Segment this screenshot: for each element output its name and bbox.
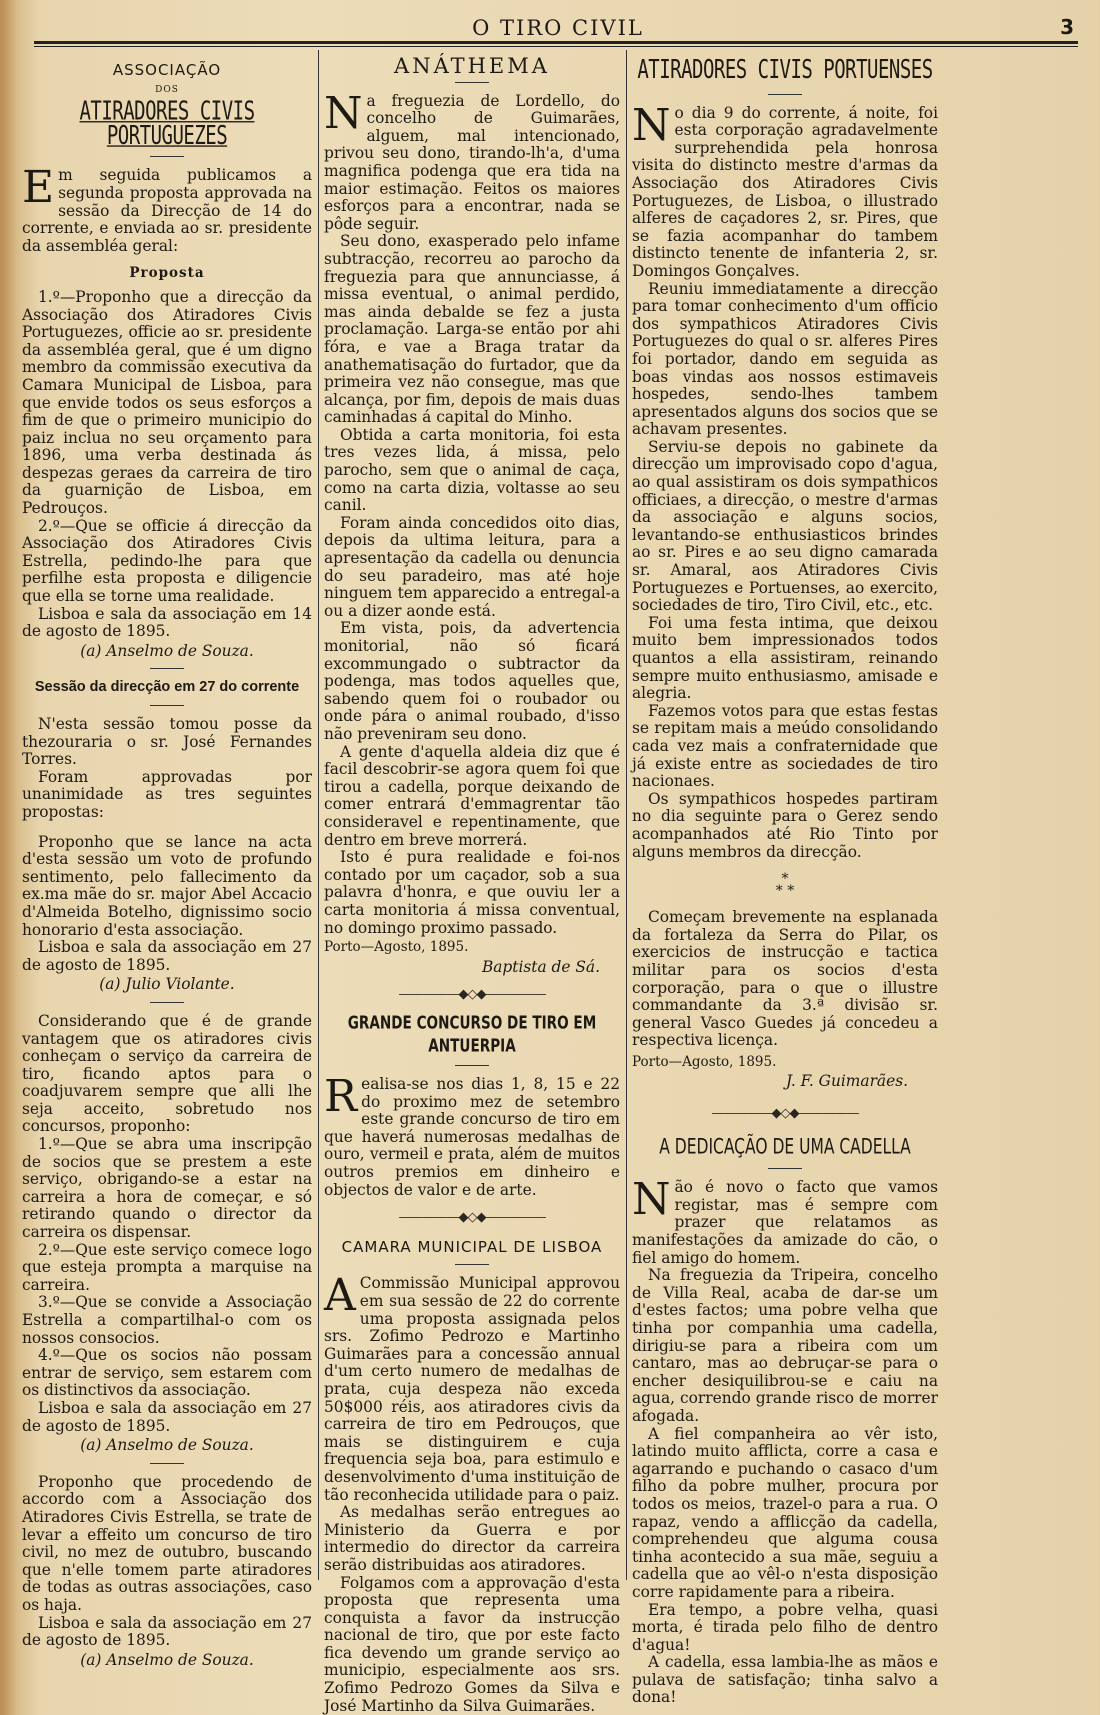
divider (150, 1463, 184, 1464)
paragraph: N'esta sessão tomou posse da thezouraria o sr. José Fernandes Torres. (22, 716, 312, 769)
divider (150, 1002, 184, 1003)
masthead (34, 12, 1082, 42)
proposta-heading: Proposta (22, 265, 312, 283)
paragraph: 2.º—Que este serviço comece logo que esteja prompta a marquise na carreira. (22, 1242, 312, 1295)
paragraph: Proponho que procedendo de accordo com a Associação dos Atiradores Civis Estrella, se trate de levar a effeito um concurso de tiro civil, no mez de outubro, buscando que n'elle tomem parte atiradores de todas as outras associações, caso os haja. (22, 1474, 312, 1615)
drop-cap: N (324, 95, 363, 133)
divider (768, 94, 802, 95)
paragraph: No dia 9 do corrente, á noite, foi esta corporação agradavelmente surprehendida pela honrosa visita do distincto mestre d'armas da Associação dos Atiradores Civis Portuguezes, de Lisboa, o illustrado alferes de caçadores 2, sr. Pires, que se fazia acompanhar do tambem distincto tenente de infanteria 2, sr. Domingos Gonçalves. (632, 105, 938, 281)
paragraph: 3.º—Que se convide a Associação Estrella a compartilhal-o com os nossos consocios. (22, 1294, 312, 1347)
paragraph: Era tempo, a pobre velha, quasi morta, é tirada pelo filho de dentro d'agua! (632, 1602, 938, 1655)
signature: (a) Julio Violante. (22, 976, 312, 994)
paragraph: 1.º—Proponho que a direcção da Associação dos Atiradores Civis Portuguezes, officie ao sr. presidente da assembléa geral, que é um digno membro da commissão executiva da Camara Municipal de Lisboa, para que envide todos os seus esforços a fim de que o primeiro municipio do paiz inclua no seu orçamento para 1896, uma verba destinada ás despezas geraes da carreira de tiro da guarnição de Lisboa, em Pedrouços. (22, 289, 312, 518)
column-2 (324, 52, 620, 1582)
paragraph: Foram approvadas por unanimidade as tres seguintes propostas: (22, 769, 312, 822)
signature: J. F. Guimarães. (632, 1073, 938, 1091)
column-1 (22, 52, 312, 1582)
paragraph: 2.º—Que se officie á direcção da Associação dos Atiradores Civis Estrella, pedindo-lhe para que perfilhe esta proposta e diligencie que ella se torne uma realidade. (22, 518, 312, 606)
paragraph: Isto é pura realidade e foi-nos contado por um caçador, sob a sua palavra d'honra, e que ouviu ler a carta monitoria á missa conventual, no domingo proximo passado. (324, 849, 620, 937)
section-title: CAMARA MUNICIPAL DE LISBOA (324, 1239, 620, 1257)
paragraph: Reuniu immediatamente a direcção para tomar conhecimento d'um officio dos sympathicos Atiradores Civis Portuguezes do qual o sr. alferes Pires foi portador, dando em seguida as boas vindas aos nossos estimaveis hospedes, sendo-lhes tambem apresentados alguns dos socios que se achavam presentes. (632, 281, 938, 439)
divider (150, 705, 184, 706)
section-title: ATIRADORES CIVIS PORTUENSES (632, 59, 938, 83)
drop-cap: N (632, 107, 671, 145)
paragraph: Folgamos com a approvação d'esta proposta que representa uma conquista a favor da instrucção nacional de tiro, que por este facto fica devendo um grande serviço ao municipio, especialmente aos srs. Zofimo Pedrozo Gomes da Silva e José Martinho da Silva Guimarães. (324, 1575, 620, 1715)
ornament-divider: —————◆◇◆————— (324, 986, 620, 1004)
paragraph: As medalhas serão entregues ao Ministerio da Guerra e por intermedio do director da carreira serão distribuidas aos atiradores. (324, 1504, 620, 1574)
paragraph: Os sympathicos hospedes partiram no dia seguinte para o Gerez sendo acompanhados até Rio Tinto por alguns membros da direcção. (632, 791, 938, 861)
signature: (a) Anselmo de Souza. (22, 1652, 312, 1670)
paragraph: Lisboa e sala da associação em 27 de agosto de 1895. (22, 1400, 312, 1435)
signature: (a) Anselmo de Souza. (22, 1437, 312, 1455)
paragraph: A cadella, essa lambia-lhe as mãos e pulava de satisfação; tinha salvo a dona! (632, 1654, 938, 1707)
paragraph: Obtida a carta monitoria, foi esta tres vezes lida, á missa, pelo parocho, sem que o animal de caça, como na carta dizia, voltasse ao seu canil. (324, 427, 620, 515)
paragraph: Não é novo o facto que vamos registar, mas é sempre com prazer que relatamos as manifestações da amizade do cão, o fiel amigo do homem. (632, 1179, 938, 1267)
page-number: 3 (1060, 15, 1074, 39)
drop-cap: A (324, 1277, 356, 1315)
masthead-rule (34, 41, 1078, 44)
paragraph: Seu dono, exasperado pelo infame subtracção, recorreu ao parocho da freguezia para que annunciasse, á missa eventual, o animal perdido, mas ainda debalde se fez a justa proclamação. Larga-se então por ahi fóra, e vae a Braga tratar da anathematisação do furtador, que da primeira vez não consegue, mas que alcança, por fim, depois de mais duas caminhadas á capital do Minho. (324, 233, 620, 427)
paragraph: Lisboa e sala da associação em 27 de agosto de 1895. (22, 939, 312, 974)
section-title: ATIRADORES CIVIS PORTUGUEZES (22, 101, 312, 149)
section-heading: ASSOCIAÇÃO (22, 62, 312, 80)
masthead-title: O TIRO CIVIL (34, 16, 1082, 40)
paragraph: A Commissão Municipal approvou em sua sessão de 22 do corrente uma proposta assignada pelos srs. Zofimo Pedrozo e Martinho Guimarães para a concessão annual d'um certo numero de medalhas de prata, cuja despeza não exceda 50$000 réis, aos atiradores civis da carreira de tiro em Pedrouços, que mais se distinguirem e cuja frequencia seja boa, para estimulo e desenvolvimento d'uma instituição de tão reconhecida utilidade para o paiz. (324, 1275, 620, 1504)
column-divider (626, 50, 627, 1580)
drop-cap: R (324, 1078, 357, 1116)
masthead-rule-thin (34, 46, 1078, 47)
paragraph: 4.º—Que os socios não possam entrar de serviço, sem estarem com os distinctivos da associação. (22, 1347, 312, 1400)
paragraph: Lisboa e sala da associação em 27 de agosto de 1895. (22, 1615, 312, 1650)
section-title: ANÁTHEMA (324, 58, 620, 76)
column-3 (632, 52, 938, 1582)
paragraph: A fiel companheira ao vêr isto, latindo muito afflicta, corre a casa e agarrando e puchando o casaco d'um filho da pobre mulher, procura por todos os meios, trazel-o para a rua. O rapaz, vendo a afflicção da cadella, comprehendeu que alguma cousa tinha acontecido a sua mãe, seguiu a cadella que ao vêl-o n'esta disposição corre rapidamente para a ribeira. (632, 1426, 938, 1602)
dateline: Porto—Agosto, 1895. (632, 1054, 938, 1072)
drop-cap: E (22, 169, 54, 207)
asterism: * * * (632, 873, 938, 897)
section-title: GRANDE CONCURSO DE TIRO EM ANTUERPIA (324, 1013, 620, 1059)
paragraph: Proponho que se lance na acta d'esta sessão um voto de profundo sentimento, pelo fallecimento da ex.ma mãe do sr. major Abel Accacio d'Almeida Botelho, dignissimo socio honorario d'esta associação. (22, 834, 312, 940)
section-heading-small: DOS (22, 82, 312, 100)
paragraph: Fazemos votos para que estas festas se repitam mais a meúdo consolidando cada vez mais a confraternidade que já existe entre as sociedades de tiro nacionaes. (632, 703, 938, 791)
signature: Baptista de Sá. (324, 959, 620, 977)
paragraph: A gente d'aquella aldeia diz que é facil descobrir-se agora quem foi que tirou a cadella, porque deixando de comer entrará d'emmagrentar tão consideravel e repentinamente, que dentro em breve morrerá. (324, 744, 620, 850)
paragraph: Considerando que é de grande vantagem que os atiradores civis conheçam o serviço da carreira de tiro, ficando aptos para o coadjuvarem sempre que alli lhe seja acceito, sobretudo nos concursos, proponho: (22, 1013, 312, 1136)
paragraph: Na freguezia de Lordello, do concelho de Guimarães, alguem, mal intencionado, privou seu dono, tirando-lh'a, d'uma magnifica podenga que era tida na maior estimação. Feitos os maiores esforços para a encontrar, nada se pôde seguir. (324, 93, 620, 234)
paragraph: Começam brevemente na esplanada da fortaleza da Serra do Pilar, os exercicios de instrucção e tactica militar para os socios d'esta corporação, para o que o illustre commandante da 3.ª divisão sr. general Vasco Guedes já concedeu a respectiva licença. (632, 909, 938, 1050)
paragraph: Serviu-se depois no gabinete da direcção um improvisado copo d'agua, ao qual assistiram os dois sympathicos officiaes, a direcção, o mestre d'armas da associação e alguns socios, levantando-se enthusiasticos brindes ao sr. Pires e ao seu digno camarada sr. Amaral, aos Atiradores Civis Portuguezes e Portuenses, ao exercito, sociedades de tiro, Tiro Civil, etc., etc. (632, 439, 938, 615)
paragraph: Foi uma festa intima, que deixou muito bem impressionados todos quantos a ella assistiram, reinando sempre muito enthusiasmo, amisade e alegria. (632, 615, 938, 703)
paragraph: Em vista, pois, da advertencia monitorial, não só ficará excommungado o subtractor da podenga, mas todos aquelles que, sabendo quem foi o roubador ou onde pára o animal roubado, d'isso não preveniram seu dono. (324, 620, 620, 743)
drop-cap: N (632, 1181, 671, 1219)
divider (455, 82, 489, 83)
paragraph: Realisa-se nos dias 1, 8, 15 e 22 do proximo mez de setembro este grande concurso de tiro em que haverá numerosas medalhas de ouro, vermeil e prata, além de muitos outros premios em dinheiro e objectos de valor e de arte. (324, 1076, 620, 1199)
signature: (a) Anselmo de Souza. (22, 643, 312, 661)
divider (455, 1264, 489, 1265)
ornament-divider: —————◆◇◆————— (632, 1105, 938, 1123)
section-heading: Sessão da direcção em 27 do corrente (22, 679, 312, 697)
divider (455, 1065, 489, 1066)
divider (768, 1168, 802, 1169)
paragraph: 1.º—Que se abra uma inscripção de socios que se prestem a este serviço, obrigando-se a estar na carreira a hora de começar, e só retirando quando o director da carreira os dispensar. (22, 1136, 312, 1242)
paragraph: Foram ainda concedidos oito dias, depois da ultima leitura, para a apresentação da cadella ou denuncia do seu paradeiro, mas até hoje ninguem tem apparecido a entregal-a ou a dizer aonde está. (324, 515, 620, 621)
paragraph: Lisboa e sala da associação em 14 de agosto de 1895. (22, 606, 312, 641)
divider (150, 668, 184, 669)
dateline: Porto—Agosto, 1895. (324, 939, 620, 957)
section-title: A DEDICAÇÃO DE UMA CADELLA (632, 1136, 938, 1160)
ornament-divider: —————◆◇◆————— (324, 1209, 620, 1227)
paragraph: Na freguezia da Tripeira, concelho de Villa Real, acaba de dar-se um d'estes factos; uma pobre velha que tinha por companhia uma cadella, dirigiu-se para a ribeira com um cantaro, mas ao debruçar-se para o encher desiquilibrou-se e caiu na agua, correndo grande risco de morrer afogada. (632, 1267, 938, 1425)
column-divider (318, 50, 319, 1580)
divider (150, 156, 184, 157)
paragraph: Em seguida publicamos a segunda proposta approvada na sessão da Direcção de 14 do corrente, e enviada ao sr. presidente da assembléa geral: (22, 167, 312, 255)
